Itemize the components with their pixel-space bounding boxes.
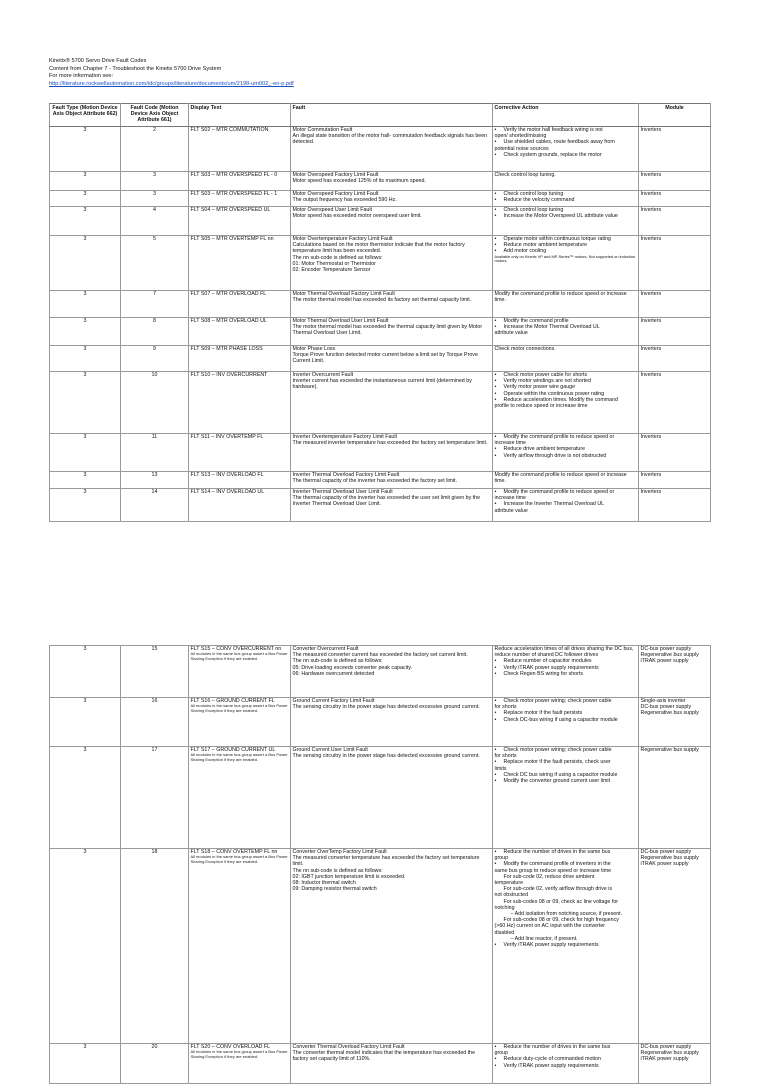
fault-code-cell: 2 bbox=[121, 127, 189, 172]
fault-title: Inverter Thermal Overload User Limit Fault bbox=[292, 489, 393, 495]
action-item: • Check motor power wiring; check power cable bbox=[495, 747, 637, 753]
fault-code-cell: 8 bbox=[121, 318, 189, 346]
module-name: Regenerative bus supply bbox=[640, 710, 699, 717]
display-text: FLT S09 – MTR PHASE LOSS bbox=[190, 346, 263, 352]
display-text: FLT S03 – MTR OVERSPEED FL - 0 bbox=[190, 172, 278, 178]
fault-description: Motor speed has exceeded motor overspeed user limit. bbox=[292, 213, 422, 220]
display-text-cell bbox=[189, 191, 291, 207]
module-cell bbox=[639, 646, 711, 698]
corrective-action-cell bbox=[493, 472, 639, 489]
fault-title: Motor Thermal Overload Factory Limit Fault bbox=[292, 291, 395, 297]
module-name: Inverters bbox=[640, 127, 662, 133]
display-text: FLT S03 – MTR OVERSPEED FL - 1 bbox=[190, 191, 278, 197]
display-text-cell bbox=[189, 236, 291, 291]
fault-cell bbox=[291, 747, 493, 849]
fault-title: Motor Thermal Overload User Limit Fault bbox=[292, 318, 389, 324]
fault-type-cell: 3 bbox=[50, 191, 121, 207]
bus-sharing-note: All modules in the same bus group assert a Bus Power Sharing Exception if they are enabled. bbox=[190, 854, 288, 864]
module-cell bbox=[639, 191, 711, 207]
fault-description: 02: Encoder Temperature Sensor bbox=[292, 267, 371, 274]
table-row bbox=[50, 318, 711, 346]
action-item: • Verify the motor hall feedback wiring is not bbox=[495, 127, 637, 133]
module-name: DC-bus power supply bbox=[640, 646, 692, 652]
display-text-cell bbox=[189, 372, 291, 434]
table-row bbox=[50, 472, 711, 489]
module-name: iTRAK power supply bbox=[640, 861, 689, 868]
fault-title: Converter OverTemp Factory Limit Fault bbox=[292, 849, 387, 855]
action-item: • Operate within the continuous power rating bbox=[495, 391, 637, 397]
action-item: • Increase the Inverter Thermal Overload UL bbox=[495, 501, 637, 507]
module-cell bbox=[639, 236, 711, 291]
fault-description: The measured inverter temperature has exceeded the factory set temperature limit. bbox=[292, 440, 488, 447]
corrective-action-cell bbox=[493, 372, 639, 434]
fault-description: 05: Drive loading exceeds converter peak capacity. bbox=[292, 664, 412, 671]
module-cell bbox=[639, 372, 711, 434]
action-item: same bus group to reduce speed or increase time bbox=[494, 867, 612, 874]
display-text-cell bbox=[189, 646, 291, 698]
action-item: attribute value bbox=[494, 507, 528, 514]
action-item: • Check DC bus wiring if using a capacitor module bbox=[495, 772, 637, 778]
action-item: Check control loop tuning. bbox=[494, 172, 556, 178]
action-item: • Check Regen BS wiring for shorts bbox=[495, 671, 637, 677]
module-name: Regenerative bus supply bbox=[640, 652, 699, 659]
fault-code-cell: 14 bbox=[121, 489, 189, 522]
action-item: • Reduce acceleration times. Modify the command bbox=[495, 397, 637, 403]
fault-description: Inverter current has exceeded the instantaneous current limit (determined by hardware). bbox=[292, 378, 472, 391]
display-text: FLT S14 – INV OVERLOAD UL bbox=[190, 489, 265, 495]
action-item: Check motor connections. bbox=[494, 346, 556, 352]
module-name: Inverters bbox=[640, 372, 662, 378]
fault-code-cell: 9 bbox=[121, 346, 189, 372]
fault-type-cell: 3 bbox=[50, 207, 121, 236]
display-text: FLT S17 – GROUND CURRENT UL bbox=[190, 747, 276, 753]
module-cell bbox=[639, 172, 711, 191]
action-item: • Verify iTRAK power supply requirements bbox=[495, 942, 637, 948]
table-row bbox=[50, 1044, 711, 1084]
fault-cell bbox=[291, 191, 493, 207]
fault-title: Motor Overspeed Factory Limit Fault bbox=[292, 191, 379, 197]
module-name: Inverters bbox=[640, 191, 662, 197]
fault-type-cell: 3 bbox=[50, 646, 121, 698]
action-item: • Reduce duty-cycle of commanded motion bbox=[495, 1056, 637, 1062]
action-item: Modify the command profile to reduce speed or increase time. bbox=[494, 291, 627, 304]
fault-type-cell: 3 bbox=[50, 236, 121, 291]
col-fault-code: Fault Code (Motion Device Axis Object Attribute 661) bbox=[121, 104, 189, 127]
display-text-cell bbox=[189, 747, 291, 849]
action-item: • Verify motor windings are not shorted bbox=[495, 378, 637, 384]
fault-code-cell: 15 bbox=[121, 646, 189, 698]
fault-title: Motor Phase Loss bbox=[292, 346, 336, 352]
module-name: Inverters bbox=[640, 207, 662, 213]
module-name: Regenerative bus supply bbox=[640, 747, 699, 753]
module-name: Inverters bbox=[640, 434, 662, 440]
col-fault: Fault bbox=[291, 104, 493, 127]
fault-description: An illegal state transition of the motor hall- commutation feedback signals has been detected. bbox=[292, 133, 488, 146]
fault-title: Inverter Overcurrent Fault bbox=[292, 372, 354, 378]
fault-description: The converter thermal model indicates that the temperature has exceeded the factory set capacity limit of 110%. bbox=[292, 1050, 476, 1063]
fault-cell bbox=[291, 434, 493, 472]
corrective-action-cell bbox=[493, 318, 639, 346]
display-text: FLT S02 – MTR COMMUTATION bbox=[190, 127, 269, 133]
fault-code-cell: 7 bbox=[121, 291, 189, 318]
display-text-cell bbox=[189, 434, 291, 472]
doc-more-info: For more information see: bbox=[49, 73, 114, 80]
action-item: • Verify motor power wire gauge bbox=[495, 384, 637, 390]
fault-cell bbox=[291, 127, 493, 172]
fault-description: 09: Damping resistor thermal switch bbox=[292, 886, 377, 893]
module-name: Inverters bbox=[640, 172, 662, 178]
fault-description: The nn sub-code is defined as follows: bbox=[292, 254, 383, 261]
table-row bbox=[50, 191, 711, 207]
module-name: Regenerative bus supply bbox=[640, 855, 699, 862]
fault-type-cell: 3 bbox=[50, 489, 121, 522]
fault-cell bbox=[291, 849, 493, 1044]
display-text: FLT S07 – MTR OVERLOAD FL bbox=[190, 291, 267, 297]
fault-type-cell: 3 bbox=[50, 747, 121, 849]
fault-code-cell: 20 bbox=[121, 1044, 189, 1084]
table-row bbox=[50, 434, 711, 472]
fault-cell bbox=[291, 1044, 493, 1084]
action-item: • Verify iTRAK power supply requirements bbox=[495, 665, 637, 671]
action-item: group bbox=[494, 1050, 509, 1057]
module-cell bbox=[639, 849, 711, 1044]
module-cell bbox=[639, 747, 711, 849]
fault-title: Inverter Thermal Overload Factory Limit Fault bbox=[292, 472, 400, 478]
fault-description: Torque Prove function detected motor current below a limit set by Torque Prove Current Limit. bbox=[292, 352, 478, 365]
module-cell bbox=[639, 318, 711, 346]
fault-title: Ground Current Factory Limit Fault bbox=[292, 698, 375, 704]
display-text: FLT S08 – MTR OVERLOAD UL bbox=[190, 318, 267, 324]
bus-sharing-note: All modules in the same bus group assert a Bus Power Sharing Exception if they are enabled. bbox=[190, 651, 288, 661]
table-row bbox=[50, 207, 711, 236]
display-text: FLT S16 – GROUND CURRENT FL bbox=[190, 698, 275, 704]
fault-code-cell: 17 bbox=[121, 747, 189, 849]
action-item: For sub-codes 08 or 09, check for high frequency bbox=[503, 917, 619, 924]
corrective-action-cell bbox=[493, 346, 639, 372]
fault-cell bbox=[291, 646, 493, 698]
action-item: • Operate motor within continuous torque rating bbox=[495, 236, 637, 242]
action-item: open/ shorted/missing bbox=[494, 133, 547, 140]
display-text-cell bbox=[189, 346, 291, 372]
bus-sharing-note: All modules in the same bus group assert a Bus Power Sharing Exception if they are enabled. bbox=[190, 752, 288, 762]
fault-cell bbox=[291, 318, 493, 346]
action-item: For sub-codes 08 or 09, check ac line voltage for bbox=[503, 898, 619, 905]
corrective-action-cell bbox=[493, 207, 639, 236]
fault-title: Inverter Overtemperature Factory Limit Fault bbox=[292, 434, 397, 440]
fault-description: Motor speed has exceeded 125% of its maximum speed. bbox=[292, 178, 426, 185]
action-item: notching bbox=[494, 904, 515, 911]
action-item: For sub-code 02, reduce drive ambient bbox=[503, 873, 595, 880]
action-item: • Modify the converter ground current user limit bbox=[495, 778, 637, 784]
fault-description: 06: Hardware overcurrent detected bbox=[292, 670, 375, 677]
action-item: • Add motor cooling bbox=[495, 248, 637, 254]
fault-description: Calculations based on the motor thermistor indicate that the motor factory temperature limit has been exceeded. bbox=[292, 242, 465, 255]
module-name: Single-axis inverter bbox=[640, 698, 686, 704]
action-item: • Check motor power cable for shorts bbox=[495, 372, 637, 378]
action-item: • Replace motor if the fault persists, check user bbox=[495, 759, 637, 765]
fault-description: The nn sub-code is defined as follows: bbox=[292, 658, 383, 665]
display-text-cell bbox=[189, 291, 291, 318]
action-item: • Check DC-bus wiring if using a capacitor module bbox=[495, 717, 637, 723]
module-cell bbox=[639, 1044, 711, 1084]
display-text-cell bbox=[189, 472, 291, 489]
action-item: • Verify iTRAK power supply requirements bbox=[495, 1063, 637, 1069]
bus-sharing-note: All modules in the same bus group assert a Bus Power Sharing Exception if they are enabled. bbox=[190, 1049, 288, 1059]
action-item: temperature bbox=[494, 880, 524, 887]
col-module: Module bbox=[639, 104, 711, 127]
display-text-cell bbox=[189, 127, 291, 172]
display-text-cell bbox=[189, 318, 291, 346]
doc-subtitle: Content from Chapter 7 - Troubleshoot the Kinetix 5700 Drive System bbox=[49, 65, 222, 72]
module-name: Regenerative bus supply bbox=[640, 1050, 699, 1057]
display-text-cell bbox=[189, 849, 291, 1044]
action-item: Available only on Kinetix VP and MP-Series™ motors. Not supported on induction motors. bbox=[494, 253, 636, 264]
action-item: disabled bbox=[494, 929, 515, 936]
corrective-action-cell bbox=[493, 747, 639, 849]
module-name: iTRAK power supply bbox=[640, 658, 689, 665]
action-item: • Modify the command profile to reduce speed or bbox=[495, 489, 637, 495]
document-header bbox=[49, 58, 294, 88]
table-row bbox=[50, 646, 711, 698]
fault-description: 08: Inductor thermal switch bbox=[292, 880, 356, 887]
fault-description: 01: Motor Thermostat or Thermistor bbox=[292, 260, 376, 267]
action-item: increase time bbox=[494, 495, 526, 502]
action-item: not obstructed bbox=[494, 892, 529, 899]
corrective-action-cell bbox=[493, 646, 639, 698]
fault-code-cell: 4 bbox=[121, 207, 189, 236]
action-item: • Modify the command profile of inverters in the bbox=[495, 861, 637, 867]
fault-description: The nn sub-code is defined as follows: bbox=[292, 867, 383, 874]
fault-code-cell: 11 bbox=[121, 434, 189, 472]
fault-type-cell: 3 bbox=[50, 1044, 121, 1084]
module-name: DC-bus power supply bbox=[640, 1044, 692, 1050]
action-item: • Increase the Motor Thermal Overload UL bbox=[495, 324, 637, 330]
action-item: • Increase the Motor Overspeed UL attribute value bbox=[495, 213, 637, 219]
action-item: • Reduce motor ambient temperature bbox=[495, 242, 637, 248]
action-item: • Check motor power wiring; check power cable bbox=[495, 698, 637, 704]
fault-cell bbox=[291, 489, 493, 522]
action-item: • Reduce drive ambient temperature bbox=[495, 446, 637, 452]
fault-type-cell: 3 bbox=[50, 698, 121, 747]
corrective-action-cell bbox=[493, 698, 639, 747]
action-item: • Use shielded cables, route feedback away from bbox=[495, 139, 637, 145]
table-row bbox=[50, 127, 711, 172]
module-name: Inverters bbox=[640, 318, 662, 324]
table-row bbox=[50, 346, 711, 372]
module-cell bbox=[639, 291, 711, 318]
action-item: – Add line reactor, if present. bbox=[510, 935, 578, 942]
fault-code-cell: 13 bbox=[121, 472, 189, 489]
fault-title: Motor Commutation Fault bbox=[292, 127, 353, 133]
action-item: • Replace motor if the fault persists bbox=[495, 710, 637, 716]
fault-code-table-1 bbox=[49, 103, 711, 522]
fault-title: Converter Overcurrent Fault bbox=[292, 646, 359, 652]
fault-description: The motor thermal model has exceeded the thermal capacity limit given by Motor Thermal Overload User Limit. bbox=[292, 324, 483, 337]
table-row bbox=[50, 489, 711, 522]
action-item: • Verify airflow through drive is not obstructed bbox=[495, 453, 637, 459]
fault-type-cell: 3 bbox=[50, 372, 121, 434]
corrective-action-cell bbox=[493, 191, 639, 207]
module-cell bbox=[639, 698, 711, 747]
action-item: • Reduce the number of drives in the same bus bbox=[495, 849, 637, 855]
doc-title: Kinetix® 5700 Servo Drive Fault Codes bbox=[49, 58, 147, 64]
action-item: • Check system grounds, replace the motor bbox=[495, 152, 637, 158]
action-item: limits bbox=[494, 765, 507, 772]
fault-type-cell: 3 bbox=[50, 472, 121, 489]
display-text: FLT S05 – MTR OVERTEMP FL nn bbox=[190, 236, 274, 242]
fault-code-cell: 10 bbox=[121, 372, 189, 434]
fault-type-cell: 3 bbox=[50, 172, 121, 191]
module-cell bbox=[639, 127, 711, 172]
bus-sharing-note: All modules in the same bus group assert a Bus Power Sharing Exception if they are enabled. bbox=[190, 703, 288, 713]
corrective-action-cell bbox=[493, 849, 639, 1044]
module-name: Inverters bbox=[640, 236, 662, 242]
fault-description: The sensing circuitry in the power stage has detected excessive ground current. bbox=[292, 704, 480, 711]
fault-type-cell: 3 bbox=[50, 291, 121, 318]
fault-title: Ground Current User Limit Fault bbox=[292, 747, 368, 753]
action-item: increase time bbox=[494, 440, 526, 447]
fault-description: 02: IGBT junction temperature limit is exceeded. bbox=[292, 873, 406, 880]
corrective-action-cell bbox=[493, 172, 639, 191]
fault-title: Converter Thermal Overload Factory Limit Fault bbox=[292, 1044, 405, 1050]
display-text-cell bbox=[189, 698, 291, 747]
table-row bbox=[50, 849, 711, 1044]
action-item: • Reduce number of capacitor modules bbox=[495, 658, 637, 664]
module-name: DC-bus power supply bbox=[640, 704, 692, 711]
module-cell bbox=[639, 434, 711, 472]
fault-description: The sensing circuitry in the power stage has detected excessive ground current. bbox=[292, 753, 480, 760]
fault-code-cell: 3 bbox=[121, 191, 189, 207]
action-item: • Reduce the number of drives in the same bus bbox=[495, 1044, 637, 1050]
fault-code-cell: 16 bbox=[121, 698, 189, 747]
display-text-cell bbox=[189, 489, 291, 522]
fault-type-cell: 3 bbox=[50, 318, 121, 346]
action-item: group bbox=[494, 855, 509, 862]
corrective-action-cell bbox=[493, 434, 639, 472]
fault-title: Motor Overtemperature Factory Limit Fault bbox=[292, 236, 393, 242]
fault-code-cell: 3 bbox=[121, 172, 189, 191]
action-item: potential noise sources bbox=[494, 145, 549, 152]
action-item: • Check control loop tuning bbox=[495, 207, 637, 213]
module-name: Inverters bbox=[640, 291, 662, 297]
table-row bbox=[50, 291, 711, 318]
fault-cell bbox=[291, 372, 493, 434]
table-row bbox=[50, 747, 711, 849]
action-item: for shorts bbox=[494, 704, 517, 711]
module-cell bbox=[639, 489, 711, 522]
fault-code-table-2 bbox=[49, 645, 711, 1084]
table-row bbox=[50, 172, 711, 191]
fault-cell bbox=[291, 291, 493, 318]
display-text: FLT S13 – INV OVERLOAD FL bbox=[190, 472, 264, 478]
col-display-text: Display Text bbox=[189, 104, 291, 127]
corrective-action-cell bbox=[493, 291, 639, 318]
corrective-action-cell bbox=[493, 489, 639, 522]
fault-description: The thermal capacity of the inverter has exceeded the factory set limit. bbox=[292, 478, 458, 485]
action-item: • Modify the command profile to reduce speed or bbox=[495, 434, 637, 440]
display-text: FLT S15 – CONV OVERCURRENT nn bbox=[190, 646, 282, 652]
fault-cell bbox=[291, 698, 493, 747]
fault-title: Motor Overspeed Factory Limit Fault bbox=[292, 172, 379, 178]
fault-description: The output frequency has exceeded 590 Hz. bbox=[292, 197, 397, 204]
fault-cell bbox=[291, 236, 493, 291]
action-item: attribute value bbox=[494, 330, 528, 337]
fault-cell bbox=[291, 172, 493, 191]
display-text-cell bbox=[189, 1044, 291, 1084]
fault-description: The thermal capacity of the inverter has exceeded the user set limit given by the Inverter Thermal Overload User Limit. bbox=[292, 495, 481, 508]
corrective-action-cell bbox=[493, 236, 639, 291]
corrective-action-cell bbox=[493, 1044, 639, 1084]
fault-description: The measured converter temperature has exceeded the factory set temperature limit. bbox=[292, 855, 480, 868]
action-item: for shorts bbox=[494, 753, 517, 760]
table-row bbox=[50, 698, 711, 747]
doc-link[interactable]: http://literature.rockwellautomation.com/idc/groups/literature/documents/um/2198-um002_-en-p.pdf bbox=[49, 80, 294, 87]
module-name: Inverters bbox=[640, 472, 662, 478]
fault-type-cell: 3 bbox=[50, 346, 121, 372]
module-cell bbox=[639, 346, 711, 372]
action-item: • Check control loop tuning bbox=[495, 191, 637, 197]
fault-code-cell: 5 bbox=[121, 236, 189, 291]
fault-code-cell: 18 bbox=[121, 849, 189, 1044]
fault-type-cell: 3 bbox=[50, 434, 121, 472]
action-item: Modify the command profile to reduce speed or increase time. bbox=[494, 472, 627, 485]
action-item: (>60 Hz) current on AC input with the converter bbox=[494, 923, 606, 930]
table-row bbox=[50, 372, 711, 434]
fault-type-cell: 3 bbox=[50, 849, 121, 1044]
fault-cell bbox=[291, 346, 493, 372]
fault-description: The measured converter current has exceeded the factory set current limit. bbox=[292, 652, 468, 659]
col-corrective-action: Corrective Action bbox=[493, 104, 639, 127]
fault-cell bbox=[291, 207, 493, 236]
module-name: iTRAK power supply bbox=[640, 1056, 689, 1063]
display-text: FLT S04 – MTR OVERSPEED UL bbox=[190, 207, 271, 213]
fault-cell bbox=[291, 472, 493, 489]
action-item: For sub-code 02, verify airflow through drive is bbox=[503, 886, 613, 893]
corrective-action-cell bbox=[493, 127, 639, 172]
col-fault-type: Fault Type (Motion Device Axis Object Attribute 662) bbox=[50, 104, 121, 127]
fault-type-cell: 3 bbox=[50, 127, 121, 172]
fault-title: Motor Overspeed User Limit Fault bbox=[292, 207, 372, 213]
module-name: DC-bus power supply bbox=[640, 849, 692, 855]
display-text: FLT S10 – INV OVERCURRENT bbox=[190, 372, 268, 378]
display-text: FLT S20 – CONV OVERLOAD FL bbox=[190, 1044, 271, 1050]
display-text: FLT S18 – CONV OVERTEMP FL nn bbox=[190, 849, 278, 855]
fault-description: The motor thermal model has exceeded its factory set thermal capacity limit. bbox=[292, 297, 472, 304]
action-item: profile to reduce speed or increase time bbox=[494, 403, 588, 410]
action-item: Reduce acceleration times of all drives sharing the DC bus, reduce number of shared DC follower drives bbox=[494, 646, 634, 659]
display-text-cell bbox=[189, 172, 291, 191]
module-name: Inverters bbox=[640, 489, 662, 495]
table-row bbox=[50, 236, 711, 291]
action-item: • Reduce the velocity command bbox=[495, 197, 637, 203]
module-cell bbox=[639, 472, 711, 489]
action-item: – Add isolation from notching source, if present. bbox=[510, 911, 623, 918]
module-cell bbox=[639, 207, 711, 236]
module-name: Inverters bbox=[640, 346, 662, 352]
action-item: • Modify the command profile bbox=[495, 318, 637, 324]
display-text: FLT S11 – INV OVERTEMP FL bbox=[190, 434, 264, 440]
display-text-cell bbox=[189, 207, 291, 236]
